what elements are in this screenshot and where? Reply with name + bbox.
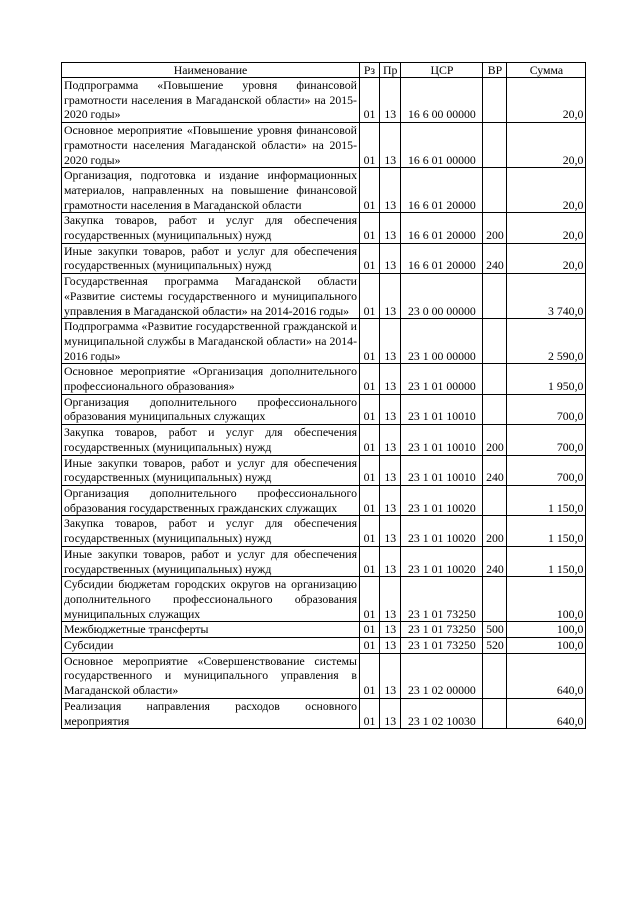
cell-name: Основное мероприятие «Организация дополнительного профессионального образования» — [62, 364, 360, 394]
cell-sum: 640,0 — [507, 653, 586, 698]
cell-sum: 3 740,0 — [507, 274, 586, 319]
table-row — [62, 364, 586, 394]
cell-pr: 13 — [380, 364, 401, 394]
cell-csr: 16 6 01 20000 — [401, 168, 483, 213]
table-row — [62, 622, 586, 638]
cell-name: Организация дополнительного профессионального образования муниципальных служащих — [62, 394, 360, 424]
cell-csr: 16 6 01 00000 — [401, 123, 483, 168]
cell-sum: 100,0 — [507, 638, 586, 654]
cell-vr — [483, 698, 507, 728]
cell-csr: 23 1 01 10010 — [401, 455, 483, 485]
cell-sum: 2 590,0 — [507, 319, 586, 364]
header-vr: ВР — [483, 63, 507, 78]
cell-csr: 16 6 00 00000 — [401, 78, 483, 123]
cell-name: Закупка товаров, работ и услуг для обеспечения государственных (муниципальных) нужд — [62, 213, 360, 243]
table-row — [62, 319, 586, 364]
cell-csr: 23 1 01 10020 — [401, 546, 483, 576]
cell-csr: 23 1 02 00000 — [401, 653, 483, 698]
cell-csr: 23 1 01 00000 — [401, 364, 483, 394]
cell-name: Субсидии бюджетам городских округов на организацию дополнительного профессионального образования муниципальных служащих — [62, 577, 360, 622]
table-row — [62, 394, 586, 424]
cell-rz: 01 — [360, 546, 380, 576]
cell-csr: 23 1 01 73250 — [401, 638, 483, 654]
cell-pr: 13 — [380, 168, 401, 213]
table-row — [62, 274, 586, 319]
cell-rz: 01 — [360, 243, 380, 273]
cell-rz: 01 — [360, 622, 380, 638]
cell-csr: 16 6 01 20000 — [401, 213, 483, 243]
cell-vr — [483, 653, 507, 698]
cell-csr: 23 1 00 00000 — [401, 319, 483, 364]
cell-name: Межбюджетные трансферты — [62, 622, 360, 638]
table-row — [62, 698, 586, 728]
table-row — [62, 516, 586, 546]
cell-sum: 1 950,0 — [507, 364, 586, 394]
cell-pr: 13 — [380, 123, 401, 168]
cell-vr: 500 — [483, 622, 507, 638]
cell-pr: 13 — [380, 213, 401, 243]
cell-vr — [483, 274, 507, 319]
cell-csr: 23 0 00 00000 — [401, 274, 483, 319]
cell-rz: 01 — [360, 319, 380, 364]
cell-sum: 100,0 — [507, 577, 586, 622]
cell-rz: 01 — [360, 485, 380, 515]
cell-pr: 13 — [380, 274, 401, 319]
cell-rz: 01 — [360, 455, 380, 485]
cell-vr — [483, 78, 507, 123]
cell-vr: 520 — [483, 638, 507, 654]
cell-sum: 100,0 — [507, 622, 586, 638]
table-row — [62, 485, 586, 515]
cell-name: Закупка товаров, работ и услуг для обеспечения государственных (муниципальных) нужд — [62, 425, 360, 455]
cell-name: Организация дополнительного профессионального образования государственных гражданских служащих — [62, 485, 360, 515]
cell-name: Подпрограмма «Развитие государственной гражданской и муниципальной службы в Магаданской области» на 2014-2016 годы» — [62, 319, 360, 364]
cell-pr: 13 — [380, 698, 401, 728]
cell-pr: 13 — [380, 394, 401, 424]
cell-sum: 20,0 — [507, 213, 586, 243]
table-row — [62, 168, 586, 213]
cell-vr — [483, 364, 507, 394]
cell-rz: 01 — [360, 638, 380, 654]
cell-csr: 23 1 01 73250 — [401, 622, 483, 638]
header-rz: Рз — [360, 63, 380, 78]
cell-csr: 23 1 01 10020 — [401, 485, 483, 515]
cell-vr: 240 — [483, 455, 507, 485]
table-row — [62, 243, 586, 273]
cell-rz: 01 — [360, 364, 380, 394]
cell-csr: 16 6 01 20000 — [401, 243, 483, 273]
cell-pr: 13 — [380, 319, 401, 364]
cell-name: Государственная программа Магаданской области «Развитие системы государственного и муниципального управления в Магаданской области» на 2014-2016 годы» — [62, 274, 360, 319]
cell-pr: 13 — [380, 516, 401, 546]
cell-sum: 1 150,0 — [507, 516, 586, 546]
cell-pr: 13 — [380, 653, 401, 698]
table-row — [62, 455, 586, 485]
table-row — [62, 638, 586, 654]
cell-pr: 13 — [380, 485, 401, 515]
cell-vr — [483, 394, 507, 424]
cell-vr — [483, 577, 507, 622]
cell-vr: 200 — [483, 213, 507, 243]
cell-sum: 700,0 — [507, 394, 586, 424]
cell-pr: 13 — [380, 455, 401, 485]
cell-name: Иные закупки товаров, работ и услуг для обеспечения государственных (муниципальных) нужд — [62, 243, 360, 273]
cell-rz: 01 — [360, 168, 380, 213]
table-row — [62, 123, 586, 168]
cell-rz: 01 — [360, 425, 380, 455]
cell-csr: 23 1 01 73250 — [401, 577, 483, 622]
header-name: Наименование — [62, 63, 360, 78]
cell-name: Организация, подготовка и издание информационных материалов, направленных на повышение финансовой грамотности населения в Магаданской области — [62, 168, 360, 213]
cell-name: Реализация направления расходов основного мероприятия — [62, 698, 360, 728]
cell-vr: 200 — [483, 425, 507, 455]
cell-csr: 23 1 01 10010 — [401, 394, 483, 424]
cell-rz: 01 — [360, 213, 380, 243]
cell-rz: 01 — [360, 123, 380, 168]
cell-name: Закупка товаров, работ и услуг для обеспечения государственных (муниципальных) нужд — [62, 516, 360, 546]
cell-name: Основное мероприятие «Повышение уровня финансовой грамотности населения Магаданской области» на 2015-2020 годы» — [62, 123, 360, 168]
table-row — [62, 577, 586, 622]
cell-vr: 240 — [483, 546, 507, 576]
cell-vr — [483, 485, 507, 515]
cell-pr: 13 — [380, 243, 401, 273]
cell-name: Подпрограмма «Повышение уровня финансовой грамотности населения в Магаданской области» на 2015-2020 годы» — [62, 78, 360, 123]
header-pr: Пр — [380, 63, 401, 78]
cell-rz: 01 — [360, 78, 380, 123]
cell-pr: 13 — [380, 425, 401, 455]
header-csr: ЦСР — [401, 63, 483, 78]
cell-sum: 20,0 — [507, 243, 586, 273]
cell-rz: 01 — [360, 516, 380, 546]
cell-pr: 13 — [380, 546, 401, 576]
cell-rz: 01 — [360, 274, 380, 319]
header-row — [62, 63, 586, 78]
budget-table — [61, 62, 586, 729]
cell-pr: 13 — [380, 577, 401, 622]
cell-name: Субсидии — [62, 638, 360, 654]
cell-sum: 1 150,0 — [507, 546, 586, 576]
cell-rz: 01 — [360, 394, 380, 424]
cell-name: Иные закупки товаров, работ и услуг для обеспечения государственных (муниципальных) нужд — [62, 455, 360, 485]
cell-sum: 700,0 — [507, 425, 586, 455]
cell-sum: 640,0 — [507, 698, 586, 728]
table-row — [62, 78, 586, 123]
cell-rz: 01 — [360, 653, 380, 698]
cell-vr — [483, 168, 507, 213]
cell-sum: 20,0 — [507, 78, 586, 123]
cell-vr — [483, 319, 507, 364]
cell-pr: 13 — [380, 622, 401, 638]
cell-sum: 20,0 — [507, 123, 586, 168]
cell-sum: 1 150,0 — [507, 485, 586, 515]
cell-sum: 20,0 — [507, 168, 586, 213]
cell-vr — [483, 123, 507, 168]
cell-sum: 700,0 — [507, 455, 586, 485]
table-row — [62, 213, 586, 243]
cell-rz: 01 — [360, 698, 380, 728]
table-row — [62, 653, 586, 698]
table-row — [62, 546, 586, 576]
cell-vr: 240 — [483, 243, 507, 273]
cell-name: Основное мероприятие «Совершенствование системы государственного и муниципального управления в Магаданской области» — [62, 653, 360, 698]
cell-csr: 23 1 02 10030 — [401, 698, 483, 728]
cell-csr: 23 1 01 10020 — [401, 516, 483, 546]
table-row — [62, 425, 586, 455]
cell-pr: 13 — [380, 638, 401, 654]
header-sum: Сумма — [507, 63, 586, 78]
cell-csr: 23 1 01 10010 — [401, 425, 483, 455]
cell-pr: 13 — [380, 78, 401, 123]
cell-name: Иные закупки товаров, работ и услуг для обеспечения государственных (муниципальных) нужд — [62, 546, 360, 576]
cell-vr: 200 — [483, 516, 507, 546]
cell-rz: 01 — [360, 577, 380, 622]
